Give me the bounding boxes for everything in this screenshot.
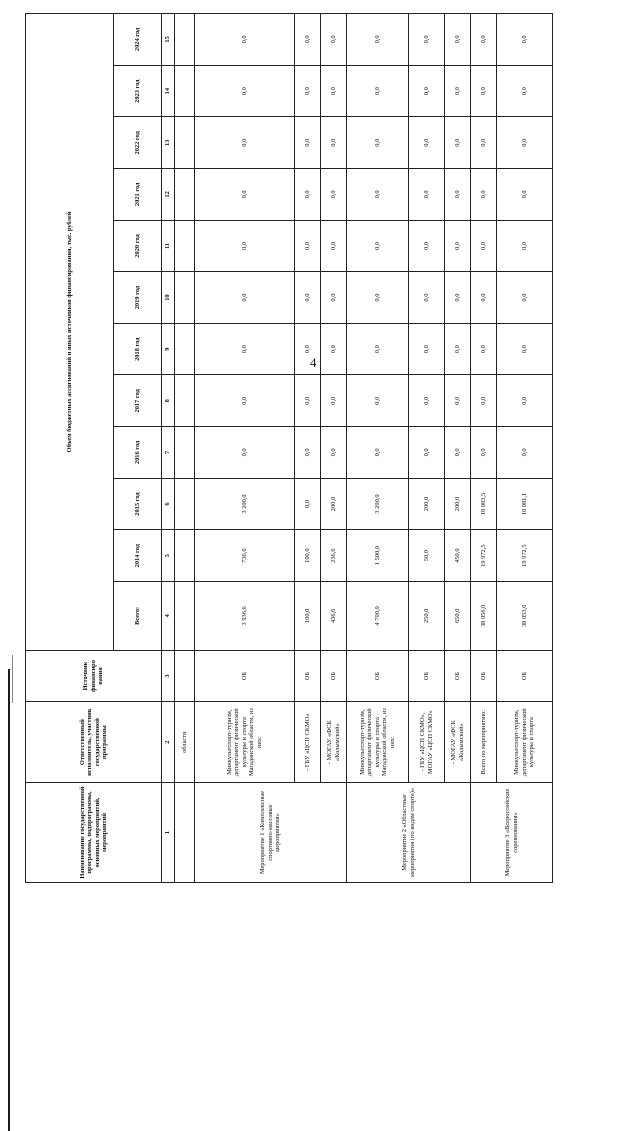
cell-value: 0,0 <box>195 169 295 221</box>
cell-value <box>175 272 195 324</box>
header-year: 2021 год <box>114 169 162 221</box>
cell-value: 0,0 <box>295 272 321 324</box>
cell-source: ОБ <box>497 650 553 702</box>
column-index: 3 <box>162 650 175 702</box>
cell-total: 436,6 <box>321 581 347 650</box>
cell-source: ОБ <box>195 650 295 702</box>
cell-value <box>175 220 195 272</box>
column-index: 2 <box>162 702 175 783</box>
page-number: 4 <box>310 355 317 370</box>
cell-source: ОБ <box>295 650 321 702</box>
cell-value: 0,0 <box>321 117 347 169</box>
cell-value: 736,6 <box>195 530 295 582</box>
cell-value: 0,0 <box>471 65 497 117</box>
header-year: 2023 год <box>114 65 162 117</box>
cell-value: 0,0 <box>445 272 471 324</box>
cell-name: Мероприятие 1 «Комплексные спортивно-массовые мероприятия» <box>195 783 347 883</box>
cell-value: 0,0 <box>409 169 445 221</box>
cell-value: 0,0 <box>347 220 409 272</box>
cell-value: 0,0 <box>471 427 497 479</box>
cell-value: 0,0 <box>295 14 321 66</box>
column-index: 12 <box>162 169 175 221</box>
column-index: 1 <box>162 783 175 883</box>
left-margin-rule <box>8 669 10 1131</box>
table-frame <box>25 13 598 883</box>
cell-value: 0,0 <box>295 65 321 117</box>
cell-value: 0,0 <box>409 220 445 272</box>
cell-value: 0,0 <box>409 117 445 169</box>
cell-source: ОБ <box>321 650 347 702</box>
cell-source: ОБ <box>471 650 497 702</box>
cell-value: 0,0 <box>347 427 409 479</box>
cell-value <box>175 65 195 117</box>
header-year: 2024 год <box>114 14 162 66</box>
column-index: 14 <box>162 65 175 117</box>
header-year: 2022 год <box>114 117 162 169</box>
cell-value: 0,0 <box>471 169 497 221</box>
cell-value: 0,0 <box>409 375 445 427</box>
cell-name <box>175 783 195 883</box>
cell-name: Мероприятие 2 «Областные мероприятия (по видам спорта)» <box>347 783 471 883</box>
cell-value: 0,0 <box>195 272 295 324</box>
cell-value: 0,0 <box>497 272 553 324</box>
cell-executor: - ГБУ «ЦСП СКМО» <box>295 702 321 783</box>
cell-value: 0,0 <box>445 169 471 221</box>
table-row <box>347 14 409 883</box>
cell-executor: Всего по мероприятию: <box>471 702 497 783</box>
cell-value: 0,0 <box>471 14 497 66</box>
cell-total: 3 936,6 <box>195 581 295 650</box>
cell-value: 0,0 <box>347 272 409 324</box>
header-year: 2015 год <box>114 478 162 530</box>
cell-value <box>175 323 195 375</box>
cell-value: 19 972,5 <box>497 530 553 582</box>
cell-value: 0,0 <box>409 323 445 375</box>
column-index: 9 <box>162 323 175 375</box>
cell-total: 100,0 <box>295 581 321 650</box>
column-index: 7 <box>162 427 175 479</box>
cell-value: 0,0 <box>347 375 409 427</box>
cell-value: 200,0 <box>445 478 471 530</box>
cell-source: ОБ <box>409 650 445 702</box>
column-index: 10 <box>162 272 175 324</box>
cell-value <box>175 478 195 530</box>
rotated-table-container <box>25 13 598 883</box>
cell-value: 18 081,1 <box>497 478 553 530</box>
left-margin-rule-faint <box>12 655 13 703</box>
cell-value: 0,0 <box>195 117 295 169</box>
cell-source: ОБ <box>347 650 409 702</box>
cell-value: 0,0 <box>409 14 445 66</box>
column-index: 15 <box>162 14 175 66</box>
header-year: 2017 год <box>114 375 162 427</box>
header-executor: Ответственный исполнитель, участник государственной программы <box>26 702 162 783</box>
cell-executor: - МОГАУ «ФСК «Колымский» <box>321 702 347 783</box>
cell-value: 0,0 <box>295 220 321 272</box>
cell-value: 0,0 <box>295 375 321 427</box>
cell-value: 0,0 <box>295 323 321 375</box>
table-row <box>195 14 295 883</box>
table-row <box>175 14 195 883</box>
cell-value: 0,0 <box>497 375 553 427</box>
column-index: 5 <box>162 530 175 582</box>
table-row <box>471 14 497 883</box>
cell-value: 0,0 <box>445 375 471 427</box>
cell-value <box>175 117 195 169</box>
cell-value: 0,0 <box>295 117 321 169</box>
cell-value: 0,0 <box>295 427 321 479</box>
cell-value: 0,0 <box>347 14 409 66</box>
cell-value: 0,0 <box>195 220 295 272</box>
cell-value: 0,0 <box>347 65 409 117</box>
cell-value: 0,0 <box>347 169 409 221</box>
cell-value: 100,0 <box>295 530 321 582</box>
cell-value: 0,0 <box>321 169 347 221</box>
column-index: 4 <box>162 581 175 650</box>
header-year: 2020 год <box>114 220 162 272</box>
cell-value: 0,0 <box>321 14 347 66</box>
cell-value: 0,0 <box>195 375 295 427</box>
cell-value: 0,0 <box>347 117 409 169</box>
cell-executor: Минкультспорт-туризм, департамент физической культуры и спорта Магаданской области, из них: <box>347 702 409 783</box>
column-index: 13 <box>162 117 175 169</box>
cell-value: 236,6 <box>321 530 347 582</box>
cell-value: 0,0 <box>445 323 471 375</box>
cell-value: 0,0 <box>195 323 295 375</box>
cell-value: 450,0 <box>445 530 471 582</box>
header-source: Источник финансиро вания <box>26 650 162 702</box>
cell-executor: - МОГАУ «ФСК «Колымский» <box>445 702 471 783</box>
cell-value: 3 200,0 <box>195 478 295 530</box>
cell-value: 0,0 <box>445 220 471 272</box>
cell-value: 0,0 <box>497 14 553 66</box>
header-year: 2014 год <box>114 530 162 582</box>
header-year: 2018 год <box>114 323 162 375</box>
cell-value <box>175 14 195 66</box>
cell-value: 0,0 <box>409 427 445 479</box>
cell-total: 38 053,6 <box>497 581 553 650</box>
cell-value: 50,0 <box>409 530 445 582</box>
cell-value: 0,0 <box>321 65 347 117</box>
cell-value: 0,0 <box>409 65 445 117</box>
cell-value: 0,0 <box>471 272 497 324</box>
budget-table <box>25 13 553 883</box>
cell-executor: области <box>175 702 195 783</box>
cell-executor: Минкультспорт-туризм, департамент физической культуры и спорта Магаданской области, из них: <box>195 702 295 783</box>
cell-value: 0,0 <box>321 427 347 479</box>
cell-executor: Минкультспорт-туризм, департамент физической культуры и спорта <box>497 702 553 783</box>
cell-total: 250,0 <box>409 581 445 650</box>
cell-value: 0,0 <box>195 14 295 66</box>
cell-value: 0,0 <box>321 375 347 427</box>
header-row-1 <box>26 14 114 883</box>
cell-total: 4 700,0 <box>347 581 409 650</box>
cell-value: 0,0 <box>471 220 497 272</box>
cell-value: 0,0 <box>471 375 497 427</box>
column-index: 6 <box>162 478 175 530</box>
cell-value: 0,0 <box>497 427 553 479</box>
header-name: Наименование государственной программы, подпрограммы, основных мероприятий, мероприятий <box>26 783 162 883</box>
cell-total: 650,0 <box>445 581 471 650</box>
cell-value: 0,0 <box>347 323 409 375</box>
header-total: Всего: <box>114 581 162 650</box>
cell-value: 0,0 <box>497 65 553 117</box>
cell-value <box>175 375 195 427</box>
cell-value: 0,0 <box>409 272 445 324</box>
cell-value: 200,0 <box>409 478 445 530</box>
cell-value: 0,0 <box>195 65 295 117</box>
cell-value: 0,0 <box>295 169 321 221</box>
cell-value: 0,0 <box>321 323 347 375</box>
cell-value: 0,0 <box>321 220 347 272</box>
cell-value: 0,0 <box>445 14 471 66</box>
table-row <box>295 14 321 883</box>
cell-value: 19 972,5 <box>471 530 497 582</box>
cell-value: 0,0 <box>195 427 295 479</box>
cell-value <box>175 169 195 221</box>
cell-source <box>175 650 195 702</box>
cell-value <box>175 530 195 582</box>
cell-total <box>175 581 195 650</box>
cell-value: 0,0 <box>445 117 471 169</box>
cell-value: 0,0 <box>471 117 497 169</box>
header-volume: Объем бюджетных ассигнований и иных источников финансирования, тыс. рублей <box>26 14 114 651</box>
cell-source: ОБ <box>445 650 471 702</box>
header-year: 2016 год <box>114 427 162 479</box>
cell-name: Мероприятие 3 «Всероссийские соревнования» <box>471 783 553 883</box>
cell-value <box>175 427 195 479</box>
cell-value: 0,0 <box>295 478 321 530</box>
table-row <box>445 14 471 883</box>
cell-value: 0,0 <box>497 169 553 221</box>
cell-total: 38 056,0 <box>471 581 497 650</box>
column-index-row <box>162 14 175 883</box>
cell-value: 200,0 <box>321 478 347 530</box>
cell-executor: - ГБУ «ЦСП СКМО», МОГАУ «ЦСП СКМО» <box>409 702 445 783</box>
cell-value: 0,0 <box>321 272 347 324</box>
column-index: 8 <box>162 375 175 427</box>
header-year: 2019 год <box>114 272 162 324</box>
cell-value: 0,0 <box>497 323 553 375</box>
cell-value: 0,0 <box>497 117 553 169</box>
cell-value: 0,0 <box>445 427 471 479</box>
table-row <box>497 14 553 883</box>
cell-value: 0,0 <box>445 65 471 117</box>
table-row <box>409 14 445 883</box>
table-row <box>321 14 347 883</box>
column-index: 11 <box>162 220 175 272</box>
cell-value: 1 500,0 <box>347 530 409 582</box>
cell-value: 0,0 <box>471 323 497 375</box>
cell-value: 18 083,5 <box>471 478 497 530</box>
cell-value: 0,0 <box>497 220 553 272</box>
cell-value: 3 200,0 <box>347 478 409 530</box>
